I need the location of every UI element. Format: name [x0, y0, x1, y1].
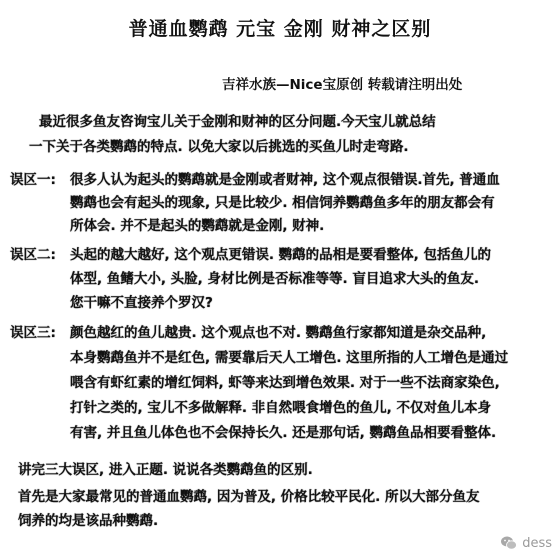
myth-2-line: 体型, 鱼鳍大小, 头脸, 身材比例是否标准等等. 盲目追求大头的鱼友. — [70, 271, 479, 287]
outro-line: 讲完三大误区, 进入正题. 说说各类鹦鹉鱼的区别. — [18, 462, 313, 478]
myth-3-line: 本身鹦鹉鱼并不是红色, 需要靠后天人工增色. 这里所指的人工增色是通过 — [70, 350, 509, 366]
wechat-icon — [500, 534, 518, 552]
outro-line: 首先是大家最常见的普通血鹦鹉, 因为普及, 价格比较平民化. 所以大部分鱼友 — [18, 489, 480, 505]
myth-3-label: 误区三: — [10, 325, 56, 341]
intro-line: 一下关于各类鹦鹉的特点. 以免大家以后挑选的买鱼儿时走弯路. — [29, 139, 409, 155]
outro-line: 饲养的均是该品种鹦鹉. — [18, 513, 159, 529]
myth-1-label: 误区一: — [10, 172, 56, 188]
document-title: 普通血鹦鹉 元宝 金刚 财神之区别 — [128, 18, 432, 40]
intro-line: 最近很多鱼友咨询宝儿关于金刚和财神的区分问题.今天宝儿就总结 — [39, 114, 436, 130]
myth-3-line: 颜色越红的鱼儿越贵. 这个观点也不对. 鹦鹉鱼行家都知道是杂交品种, — [70, 325, 487, 341]
watermark-text: dess — [522, 535, 552, 551]
watermark — [500, 534, 552, 552]
myth-1-line: 鹦鹉也会有起头的现象, 只是比较少. 相信饲养鹦鹉鱼多年的朋友都会有 — [70, 195, 495, 211]
myth-3-line: 有害, 并且鱼儿体色也不会保持长久. 还是那句话, 鹦鹉鱼品相要看整体. — [70, 425, 497, 441]
myth-3-line: 打针之类的, 宝儿不多做解释. 非自然喂食增色的鱼儿, 不仅对鱼儿本身 — [70, 400, 491, 416]
myth-1-line: 所体会. 并不是起头的鹦鹉就是金刚, 财神. — [70, 218, 325, 234]
myth-2-label: 误区二: — [10, 247, 56, 263]
myth-2-line: 您干嘛不直接养个罗汉? — [70, 295, 213, 311]
author-credit: 吉祥水族—Nice宝原创 转载请注明出处 — [222, 77, 463, 93]
myth-1-line: 很多人认为起头的鹦鹉就是金刚或者财神, 这个观点很错误.首先, 普通血 — [70, 172, 500, 188]
myth-3-line: 喂含有虾红素的增红饲料, 虾等来达到增色效果. 对于一些不法商家染色, — [70, 375, 500, 391]
myth-2-line: 头起的越大越好, 这个观点更错误. 鹦鹉的品相是要看整体, 包括鱼儿的 — [70, 247, 491, 263]
